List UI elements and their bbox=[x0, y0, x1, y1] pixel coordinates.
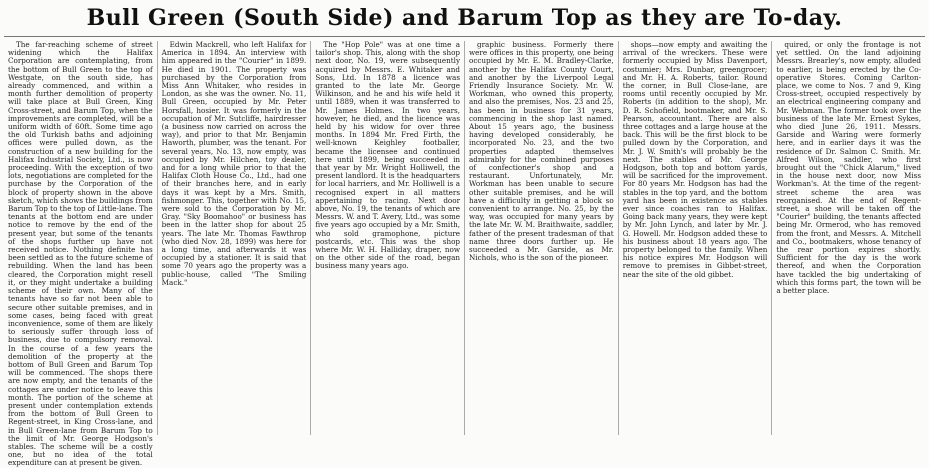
article-column-4 bbox=[464, 41, 618, 435]
article-column-5 bbox=[618, 41, 772, 435]
column-text: The far-reaching scheme of street widening which the Halifax Corporation are contemplating, from the bottom of Bull Green to the top of Westgate, on the south side, has already commenced, and within a month further demolition of property will take place at Bull Green, King Cross-street, and Barum Top, when the improvements are completed, will be a uniform width of 60ft. Some time ago the old Turkish baths and adjoining offices were pulled down, as the construction of a new building for the Halifax Industrial Society, Ltd., is now proceeding. With the exception of two lots, negotiations are completed for the purchase by the Corporation of the block of property shown in the above sketch, which shows the buildings from Barum Top to the top of Little-lane. The tenants at the bottom end are under notice to remove by the end of the present year, but some of the tenants of the shops further up have not received notice. Nothing definite has been settled as to the future scheme of rebuilding. When the land has been cleared, the Corporation might resell it, or they might undertake a building scheme of their own. Many of the tenants have so far not been able to secure other suitable premises, and in some cases, being faced with great inconvenience, some of them are likely to seriously suffer through loss of business, due to compulsory removal. In the course of a few years the demolition of the property at the bottom of Bull Green and Barum Top will be commenced. The shops there are now empty, and the tenants of the cottages are under notice to leave this month. The portion of the scheme at present under contemplation extends from the bottom of Bull Green to Regent-street, in King Cross-lane, and in Bull Green-lane from Barum Top to the limit of Mr. George Hodgson's stables. The scheme will be a costly one, but no idea of the total expenditure can at present be given. bbox=[8, 40, 153, 468]
article-column-6 bbox=[771, 41, 925, 435]
article-column-3 bbox=[310, 41, 464, 435]
article-columns bbox=[4, 40, 925, 468]
article-column-2 bbox=[157, 41, 311, 435]
column-text: shops—now empty and awaiting the arrival of the wreckers. These were formerly occupied by Miss Davenport, costumier; Mrs. Dunbar, greengrocer; and Mr. H. A. Roberts, tailor. Round the corner, in Bull Close-lane, are rooms until recently occupied by Mr. Roberts (in addition to the shop), Mr. D. R. Schofield, bootmaker, and Mr. S. Pearson, accountant. There are also three cottages and a large house at the back. This will be the first block to be pulled down by the Corporation, and Mr. J. W. Smith's will probably be the next. The stables of Mr. George Hodgson, both top and bottom yards, will be sacrificed for the improvement. For 80 years Mr. Hodgson has had the stables in the top yard, and the bottom yard has been in existence as stables ever since coaches ran to Halifax. Going back many years, they were kept by Mr. John Lynch, and later by Mr. J. G. Howell. Mr. Hodgson added these to his business about 18 years ago. The property belonged to the family. When his notice expires Mr. Hodgson will remove to premises in Gibbet-street, near the site of the old gibbet. bbox=[622, 40, 768, 279]
headline-rule bbox=[4, 36, 925, 37]
column-text: graphic business. Formerly there were offices in this property, one being occupied by Mr. E. M. Bradley-Clarke, another by the Halifax County Court, and another by the Liverpool Legal Friendly Insurance Society. Mr. W. Workman, who owned this property, and also the premises, Nos. 23 and 25, has been in business for 31 years, commencing in the shop last named. About 15 years ago, the business having developed considerably, he incorporated No. 23, and the two properties adapted themselves admirably for the combined purposes of confectioner's shop and a restaurant. Unfortunately, Mr. Workman has been unable to secure other suitable premises, and he will have a difficulty in getting a block so convenient to arrange. No. 25, by the way, was occupied for many years by the late Mr. W. M. Braithwaite, saddler, father of the present tradesman of that name three doors further up. He succeeded a Mr. Garside, as Mr. Nichols, who is the son of the pioneer. bbox=[469, 40, 614, 263]
column-text: quired, or only the frontage is not yet settled. On the land adjoining Messrs. Brearley's, now empty, alluded to earlier, is being erected by the Co-operative Stores. Coming Carlton-place, we come to Nos. 7 and 9, King Cross-street, occupied respectively by an electrical engineering company and Mr. Webman. The former took over the business of the late Mr. Ernest Sykes, who died June 26, 1911. Messrs. Garside and Waring were formerly here, and in earlier days it was the residence of Dr. Salmon C. Smith. Mr. Alfred Wilson, saddler, who first brought out the "Chick Alarum," lived in the house next door, now Miss Workman's. At the time of the regent-street scheme the area was reorganised. At the end of Regent-street, a shoe will be taken off the "Courier" building, the tenants affected being Mr. Ormerod, who has removed from the front, and Messrs. A. Mitchell and Co., bootmakers, whose tenancy of the rear portion expires shortly. Sufficient for the day is the work thereof, and when the Corporation have tackled the big undertaking of which this forms part, the town will be a better place. bbox=[776, 40, 922, 296]
article-headline: Bull Green (South Side) and Barum Top as they are To-day. bbox=[86, 5, 843, 31]
article-column-1 bbox=[4, 40, 157, 468]
column-text: Edwin Mackrell, who left Halifax for America in 1894. An interview with him appeared in the "Courier" in 1899. He died in 1901. The property was purchased by the Corporation from Miss Ann Whitaker, who resides in London, as she was the owner. No. 11, Bull Green, occupied by Mr. Peter Horsfall, hosier. It was formerly in the occupation of Mr. Sutcliffe, hairdresser (a business now carried on across the way), and prior to that Mr. Benjamin Haworth, plumber, was the tenant. For several years, No. 13, now empty, was occupied by Mr. Hilchen, toy dealer, and for a long while prior to that the Halifax Cloth House Co., Ltd., had one of their branches here, and in early days it was kept by a Mrs. Smith, fishmonger. This, together with No. 15, were sold to the Corporation by Mr. Gray. "Sky Boomahoo" or business has been in the latter shop for about 25 years. The late Mr. Thomas Fawthrop (who died Nov. 28, 1899) was here for a long time, and afterwards it was occupied by a stationer. It is said that some 70 years ago the property was a public-house, called "The Smiling Mack." bbox=[161, 40, 307, 287]
column-text: The "Hop Pole" was at one time a tailor's shop. This, along with the shop next door, No. 19, were subsequently acquired by Messrs. E. Whitaker and Sons, Ltd. In 1878 a licence was granted to the late Mr. George Wilkinson, and he and his wife held it until 1889, when it was transferred to Mr. James Holmes. In two years, however, he died, and the licence was held by his widow for over three months. In 1894 Mr. Fred Firth, the well-known Keighley footballer, became the licensee and continued here until 1899, being succeeded in that year by Mr. Wright Holliwell, the present landlord. It is the headquarters for local harriers, and Mr. Holliwell is a recognised expert in all matters appertaining to racing. Next door above, No. 19, the tenants of which are Messrs. W. and T. Avery, Ltd., was some five years ago occupied by a Mr. Smith, who sold gramophone, picture postcards, etc. This was the shop where Mr. W. H. Halliday, draper, now on the other side of the road, began business many years ago. bbox=[315, 40, 461, 271]
